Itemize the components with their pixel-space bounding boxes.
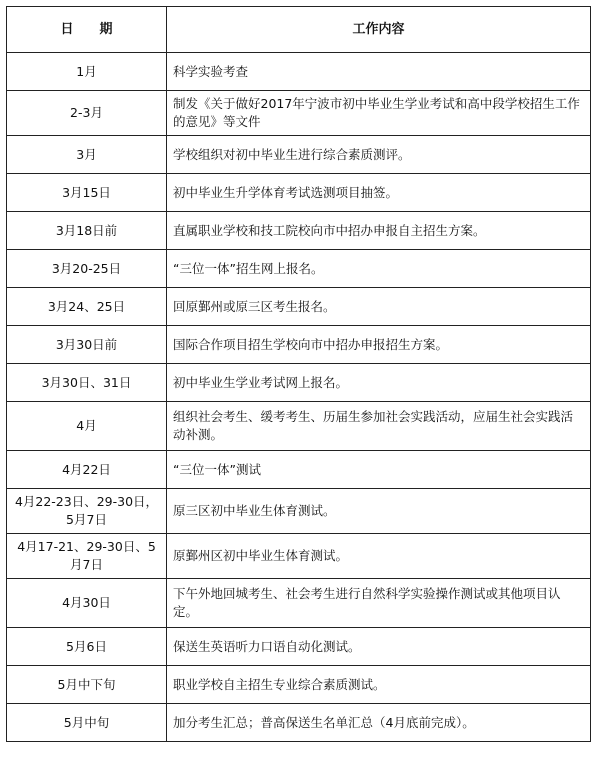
row-date: 2-3月 xyxy=(7,91,167,136)
header-date: 日 期 xyxy=(7,7,167,53)
row-date: 3月20-25日 xyxy=(7,250,167,288)
schedule-table xyxy=(6,6,591,742)
row-work: “三位一体”招生网上报名。 xyxy=(167,250,591,288)
row-date: 4月 xyxy=(7,402,167,451)
table-row xyxy=(7,666,591,704)
row-work: 科学实验考查 xyxy=(167,53,591,91)
row-work: 保送生英语听力口语自动化测试。 xyxy=(167,628,591,666)
row-date: 5月中旬 xyxy=(7,704,167,742)
row-date: 3月30日、31日 xyxy=(7,364,167,402)
table-row xyxy=(7,288,591,326)
row-work: 制发《关于做好2017年宁波市初中毕业生学业考试和高中段学校招生工作的意见》等文件 xyxy=(167,91,591,136)
row-work: 原三区初中毕业生体育测试。 xyxy=(167,489,591,534)
row-work: 初中毕业生升学体育考试选测项目抽签。 xyxy=(167,174,591,212)
row-work: 职业学校自主招生专业综合素质测试。 xyxy=(167,666,591,704)
table-row xyxy=(7,326,591,364)
table-row xyxy=(7,174,591,212)
row-work: 组织社会考生、缓考考生、历届生参加社会实践活动，应届生社会实践活动补测。 xyxy=(167,402,591,451)
row-work: 直属职业学校和技工院校向市中招办申报自主招生方案。 xyxy=(167,212,591,250)
header-work-content: 工作内容 xyxy=(167,7,591,53)
row-date: 5月中下旬 xyxy=(7,666,167,704)
table-row xyxy=(7,489,591,534)
table-row xyxy=(7,704,591,742)
row-date: 4月22日 xyxy=(7,451,167,489)
table-row xyxy=(7,451,591,489)
row-work: 回原鄞州或原三区考生报名。 xyxy=(167,288,591,326)
row-date: 3月15日 xyxy=(7,174,167,212)
row-work: 国际合作项目招生学校向市中招办申报招生方案。 xyxy=(167,326,591,364)
row-date: 3月 xyxy=(7,136,167,174)
header-row xyxy=(7,7,591,53)
row-work: 学校组织对初中毕业生进行综合素质测评。 xyxy=(167,136,591,174)
table-row xyxy=(7,534,591,579)
row-date: 4月17-21、29-30日、5月7日 xyxy=(7,534,167,579)
row-work: 初中毕业生学业考试网上报名。 xyxy=(167,364,591,402)
table-row xyxy=(7,579,591,628)
row-work: “三位一体”测试 xyxy=(167,451,591,489)
table-row xyxy=(7,250,591,288)
table-row xyxy=(7,402,591,451)
row-work: 下午外地回城考生、社会考生进行自然科学实验操作测试或其他项目认定。 xyxy=(167,579,591,628)
row-date: 3月30日前 xyxy=(7,326,167,364)
row-date: 3月18日前 xyxy=(7,212,167,250)
table-row xyxy=(7,91,591,136)
row-date: 4月22-23日、29-30日，5月7日 xyxy=(7,489,167,534)
table-row xyxy=(7,53,591,91)
row-date: 3月24、25日 xyxy=(7,288,167,326)
row-work: 加分考生汇总；普高保送生名单汇总（4月底前完成）。 xyxy=(167,704,591,742)
row-date: 5月6日 xyxy=(7,628,167,666)
table-row xyxy=(7,628,591,666)
row-date: 1月 xyxy=(7,53,167,91)
table-row xyxy=(7,136,591,174)
row-date: 4月30日 xyxy=(7,579,167,628)
table-row xyxy=(7,364,591,402)
table-row xyxy=(7,212,591,250)
row-work: 原鄞州区初中毕业生体育测试。 xyxy=(167,534,591,579)
